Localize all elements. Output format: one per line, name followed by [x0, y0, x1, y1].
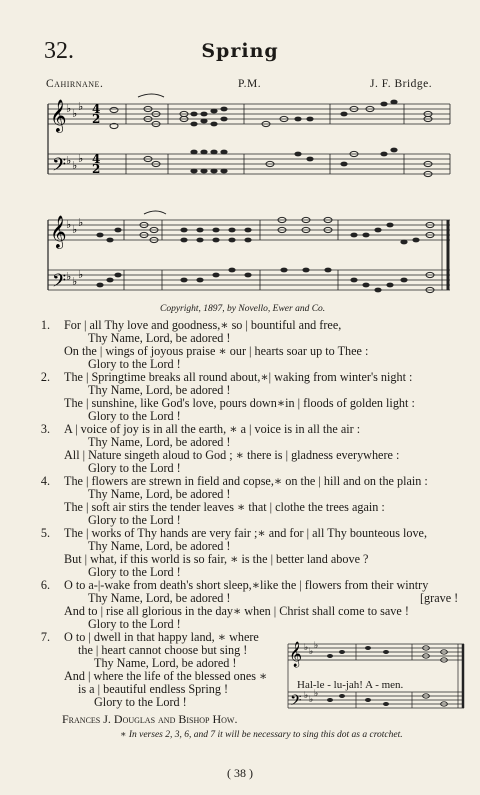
svg-text:♭: ♭ [314, 689, 319, 699]
verse-line: The | works of Thy hands are very fair ;∗ and for | all Thy bounteous love, [64, 526, 428, 540]
svg-text:♭: ♭ [78, 152, 84, 165]
svg-text:♭: ♭ [304, 643, 309, 653]
svg-text:4: 4 [92, 102, 101, 116]
verse-line: The | Springtime breaks all round about,∗| waking from winter's night : [64, 370, 413, 384]
svg-text:4: 4 [92, 152, 101, 166]
verse-line: O to a-|-wake from death's short sleep,∗like the | flowers from their wintry [64, 578, 429, 592]
verse-line: Thy Name, Lord, be adored ! [88, 539, 231, 553]
hymn-number: 32. [44, 38, 74, 64]
verse-line: O to | dwell in that happy land, ∗ where [64, 630, 259, 644]
verse-line: Glory to the Lord ! [94, 695, 187, 709]
svg-text:2: 2 [92, 112, 101, 126]
verse-line: Glory to the Lord ! [88, 513, 181, 527]
svg-text:♭: ♭ [309, 695, 314, 705]
svg-text:♭: ♭ [304, 691, 309, 701]
svg-text:♭: ♭ [72, 275, 78, 288]
hallelujah-amen-music [286, 636, 466, 716]
svg-text:♭: ♭ [78, 216, 84, 229]
svg-text:♭: ♭ [66, 102, 72, 115]
verse-line: Glory to the Lord ! [88, 409, 181, 423]
verse-line: All | Nature singeth aloud to God ; ∗ there is | gladness everywhere : [64, 448, 400, 462]
music-system-2 [44, 206, 454, 306]
svg-text:𝄢: 𝄢 [52, 155, 67, 180]
verse-line: The | soft air stirs the tender leaves ∗ that | clothe the trees again : [64, 500, 385, 514]
author-credit: Frances J. Douglas and Bishop How. [62, 712, 238, 726]
music-system-1 [44, 90, 454, 194]
svg-text:𝄞: 𝄞 [289, 642, 303, 667]
meter: P.M. [238, 78, 262, 90]
verse-line: Glory to the Lord ! [88, 565, 181, 579]
svg-text:𝄢: 𝄢 [290, 692, 302, 713]
svg-text:♭: ♭ [309, 647, 314, 657]
tune-name: Cahirnane. [46, 78, 104, 90]
verse-line: The | sunshine, like God's love, pours down∗in | floods of golden light : [64, 396, 415, 410]
verse-line: [grave ! [420, 591, 459, 605]
svg-text:♭: ♭ [66, 218, 72, 231]
footnote: ∗ In verses 2, 3, 6, and 7 it will be necessary to sing this dot as a crotchet. [120, 730, 403, 740]
verse-line: Thy Name, Lord, be adored ! [88, 487, 231, 501]
verse-line: Thy Name, Lord, be adored ! [94, 656, 237, 670]
svg-text:♭: ♭ [72, 223, 78, 236]
svg-text:♭: ♭ [66, 270, 72, 283]
hymn-title: Spring [201, 40, 279, 62]
copyright-notice: Copyright, 1897, by Novello, Ewer and Co. [160, 304, 326, 314]
svg-text:♭: ♭ [66, 154, 72, 167]
page-number: ( 38 ) [227, 766, 253, 780]
svg-text:♭: ♭ [72, 107, 78, 120]
verse-line: is a | beautiful endless Spring ! [78, 682, 229, 696]
verse-line: the | heart cannot choose but sing ! [78, 643, 248, 657]
svg-text:♭: ♭ [78, 100, 84, 113]
verse-line: The | flowers are strewn in field and copse,∗ on the | hill and on the plain : [64, 474, 428, 488]
verse-line: On the | wings of joyous praise ∗ our | hearts soar up to Thee : [64, 344, 369, 358]
svg-text:𝄞: 𝄞 [50, 215, 67, 248]
svg-text:♭: ♭ [72, 159, 78, 172]
verse-line: Glory to the Lord ! [88, 617, 181, 631]
verse-line: Glory to the Lord ! [88, 461, 181, 475]
verse-line: And to | rise all glorious in the day∗ when | Christ shall come to save ! [64, 604, 409, 618]
verse-line: A | voice of joy is in all the earth, ∗ a | voice is in all the air : [64, 422, 361, 436]
svg-text:2: 2 [92, 162, 101, 176]
verse-line: Thy Name, Lord, be adored ! [88, 591, 231, 605]
composer: J. F. Bridge. [370, 78, 433, 90]
svg-text:𝄞: 𝄞 [50, 99, 67, 132]
svg-text:𝄢: 𝄢 [52, 271, 67, 296]
hallelujah-amen-text: Hal-le - lu-jah! A - men. [297, 679, 404, 691]
verse-line: Thy Name, Lord, be adored ! [88, 435, 231, 449]
svg-text:♭: ♭ [314, 641, 319, 651]
verse-line: Thy Name, Lord, be adored ! [88, 331, 231, 345]
verse-line: And | where the life of the blessed ones ∗ [64, 669, 268, 683]
verse-line: Glory to the Lord ! [88, 357, 181, 371]
verse-line: But | what, if this world is so fair, ∗ is the | better land above ? [64, 552, 369, 566]
verse-line: For | all Thy love and goodness,∗ so | bountiful and free, [64, 318, 342, 332]
verse-line: Thy Name, Lord, be adored ! [88, 383, 231, 397]
svg-text:♭: ♭ [78, 268, 84, 281]
